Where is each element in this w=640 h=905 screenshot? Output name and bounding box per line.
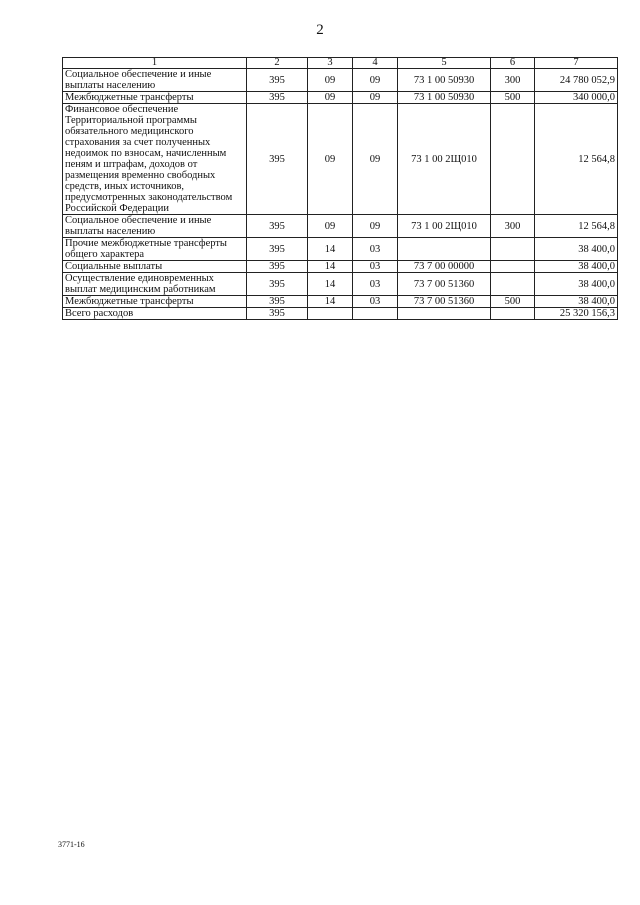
row-col3: 14 — [308, 261, 353, 273]
row-name: Социальное обеспечение и иные выплаты населению — [63, 69, 247, 92]
row-name: Межбюджетные трансферты — [63, 296, 247, 308]
column-header: 4 — [353, 58, 398, 69]
row-col6: 500 — [491, 296, 535, 308]
row-col3: 14 — [308, 238, 353, 261]
row-col6: 300 — [491, 215, 535, 238]
row-col6 — [491, 308, 535, 320]
row-col7: 38 400,0 — [535, 273, 618, 296]
row-col3: 14 — [308, 296, 353, 308]
row-col2: 395 — [247, 69, 308, 92]
row-col4: 09 — [353, 104, 398, 215]
table-row — [63, 215, 618, 238]
row-col4: 09 — [353, 215, 398, 238]
row-col5: 73 7 00 00000 — [398, 261, 491, 273]
table-row — [63, 104, 618, 215]
row-col5: 73 1 00 50930 — [398, 69, 491, 92]
row-name: Прочие межбюджетные трансферты общего характера — [63, 238, 247, 261]
row-col4: 09 — [353, 92, 398, 104]
row-col5: 73 1 00 50930 — [398, 92, 491, 104]
row-name: Осуществление единовременных выплат медицинским работникам — [63, 273, 247, 296]
row-col4: 03 — [353, 261, 398, 273]
row-col4: 03 — [353, 273, 398, 296]
row-name: Межбюджетные трансферты — [63, 92, 247, 104]
table-total-row — [63, 308, 618, 320]
row-col2: 395 — [247, 238, 308, 261]
column-header: 1 — [63, 58, 247, 69]
row-col3: 09 — [308, 92, 353, 104]
table-row — [63, 261, 618, 273]
column-header: 6 — [491, 58, 535, 69]
row-col5: 73 1 00 2Щ010 — [398, 104, 491, 215]
row-name: Всего расходов — [63, 308, 247, 320]
document-code: 3771-16 — [58, 840, 85, 849]
row-col7: 24 780 052,9 — [535, 69, 618, 92]
row-col7: 12 564,8 — [535, 104, 618, 215]
table-row — [63, 92, 618, 104]
row-col7: 25 320 156,3 — [535, 308, 618, 320]
row-col7: 38 400,0 — [535, 238, 618, 261]
row-col2: 395 — [247, 215, 308, 238]
row-col2: 395 — [247, 261, 308, 273]
row-col5: 73 7 00 51360 — [398, 273, 491, 296]
row-col4: 09 — [353, 69, 398, 92]
table-row — [63, 69, 618, 92]
row-col3 — [308, 308, 353, 320]
row-col2: 395 — [247, 273, 308, 296]
row-col3: 09 — [308, 69, 353, 92]
column-header: 2 — [247, 58, 308, 69]
column-header: 3 — [308, 58, 353, 69]
row-col7: 12 564,8 — [535, 215, 618, 238]
row-col5 — [398, 238, 491, 261]
table-row — [63, 238, 618, 261]
row-col2: 395 — [247, 308, 308, 320]
table-row — [63, 296, 618, 308]
row-col6 — [491, 104, 535, 215]
row-col2: 395 — [247, 296, 308, 308]
row-col7: 38 400,0 — [535, 296, 618, 308]
row-name: Социальные выплаты — [63, 261, 247, 273]
row-col5: 73 7 00 51360 — [398, 296, 491, 308]
row-col6 — [491, 261, 535, 273]
page-number: 2 — [316, 22, 324, 38]
row-col7: 38 400,0 — [535, 261, 618, 273]
row-col4 — [353, 308, 398, 320]
row-name: Финансовое обеспечение Территориальной программы обязательного медицинского страхования за счет полученных недоимок по взносам, начисленным пеням и штрафам, доходов от размещения временно свободных средств, иных источников, предусмотренных законодательством Российской Федерации — [63, 104, 247, 215]
row-col6: 300 — [491, 69, 535, 92]
row-col2: 395 — [247, 92, 308, 104]
row-col2: 395 — [247, 104, 308, 215]
row-col7: 340 000,0 — [535, 92, 618, 104]
row-col3: 14 — [308, 273, 353, 296]
row-col4: 03 — [353, 238, 398, 261]
row-col3: 09 — [308, 215, 353, 238]
row-col6 — [491, 238, 535, 261]
expenditure-table — [62, 57, 618, 320]
row-col3: 09 — [308, 104, 353, 215]
row-col4: 03 — [353, 296, 398, 308]
column-header: 5 — [398, 58, 491, 69]
column-header: 7 — [535, 58, 618, 69]
row-col5 — [398, 308, 491, 320]
table-row — [63, 273, 618, 296]
table-header-row — [63, 58, 618, 69]
row-col6: 500 — [491, 92, 535, 104]
row-col5: 73 1 00 2Щ010 — [398, 215, 491, 238]
row-col6 — [491, 273, 535, 296]
row-name: Социальное обеспечение и иные выплаты населению — [63, 215, 247, 238]
